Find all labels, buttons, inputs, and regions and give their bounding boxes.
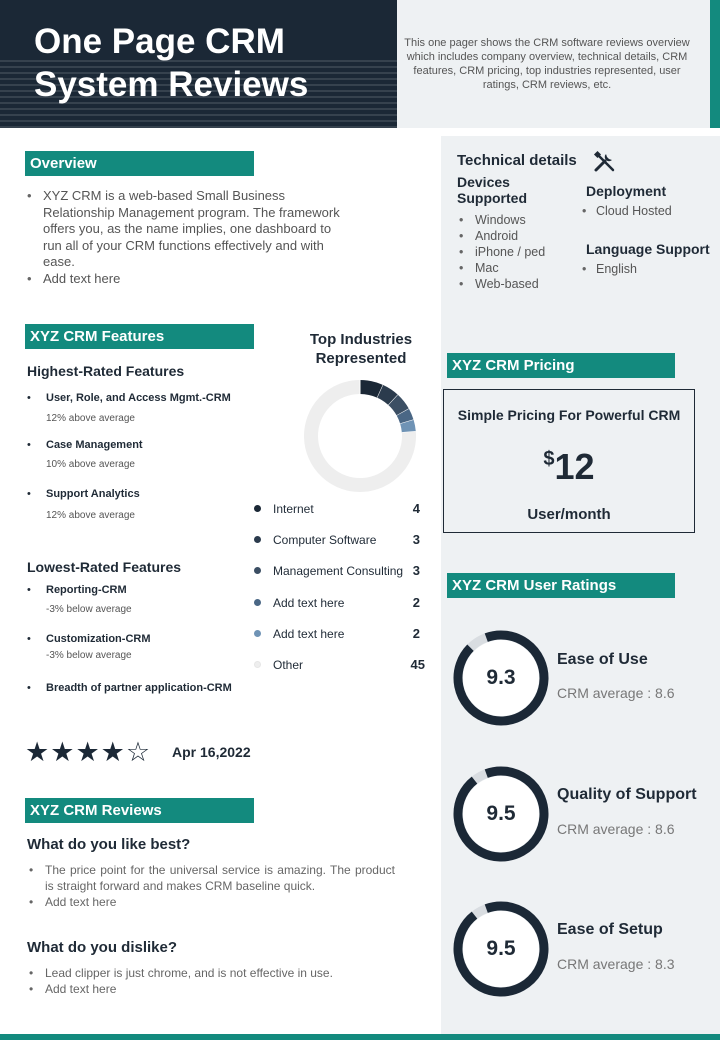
dislike-item: • Lead clipper is just chrome, and is not effective in use.: [27, 965, 395, 981]
donut-slice: [407, 422, 409, 432]
legend-swatch: [254, 505, 261, 512]
legend-item: [252, 562, 430, 580]
star-filled-icon: ★: [50, 737, 75, 767]
legend-value: 3: [412, 563, 420, 578]
pricing-value: 12: [554, 446, 595, 487]
rating-score: 9.3: [486, 666, 516, 689]
legend-label: Add text here: [273, 596, 345, 610]
legend-swatch: [254, 630, 261, 637]
like-item: • Add text here: [27, 894, 395, 910]
devices-heading: Devices Supported: [457, 174, 527, 206]
rating-item: [451, 899, 711, 999]
legend-item: [252, 531, 430, 549]
like-list: [27, 862, 395, 910]
legend-swatch: [254, 567, 261, 574]
feature-name: Support Analytics: [46, 488, 140, 500]
pricing-unit: User/month: [527, 506, 611, 523]
legend-value: 2: [412, 626, 420, 641]
rating-item: [451, 628, 711, 728]
legend-swatch: [254, 599, 261, 606]
star-filled-icon: ★: [25, 737, 50, 767]
legend-item: [252, 656, 430, 674]
feature-name: Breadth of partner application-CRM: [46, 682, 232, 694]
legend-value: 3: [412, 532, 420, 547]
footer-bar: [0, 1034, 720, 1040]
pricing-currency: $: [543, 448, 555, 470]
pricing-amount: [444, 446, 694, 488]
rating-score: 9.5: [486, 802, 516, 825]
industries-legend: [252, 500, 430, 680]
legend-label: Computer Software: [273, 533, 377, 547]
page-subtitle: This one pager shows the CRM software reviews overview which includes company overview, technical details, CRM features, CRM pricing, top industries represented, user ratings, CRM reviews, etc.: [404, 37, 690, 91]
rating-item: [451, 764, 711, 864]
rating-average: CRM average : 8.6: [557, 685, 675, 701]
device-item: • iPhone / ped: [457, 244, 545, 260]
rating-average: CRM average : 8.6: [557, 821, 675, 837]
rating-score: 9.5: [486, 937, 516, 960]
overview-item: • XYZ CRM is a web-based Small Business Relationship Management program. The framework offers you, as the name implies, one dashboard to run all of your CRM functions effectively and with ease.: [25, 188, 343, 271]
donut-slice: [380, 391, 393, 400]
feature-name: User, Role, and Access Mgmt.-CRM: [46, 392, 231, 404]
rating-name: Ease of Use: [557, 651, 648, 668]
page-title: One Page CRM System Reviews: [34, 22, 309, 104]
industries-donut-chart: [304, 380, 416, 492]
star-rating: [25, 739, 151, 765]
header-accent-bar: [710, 0, 720, 128]
features-heading: XYZ CRM Features: [25, 324, 254, 349]
legend-label: Internet: [273, 502, 314, 516]
star-filled-icon: ★: [75, 737, 100, 767]
donut-slice: [360, 387, 380, 391]
device-item: • Mac: [457, 260, 545, 276]
legend-swatch: [254, 536, 261, 543]
device-item: • Android: [457, 228, 545, 244]
legend-label: Add text here: [273, 627, 345, 641]
legend-item: [252, 625, 430, 643]
devices-list: [457, 212, 545, 292]
feature-note: -3% below average: [46, 604, 132, 615]
dislike-item: • Add text here: [27, 981, 395, 997]
legend-label: Other: [273, 658, 304, 672]
legend-value: 2: [412, 595, 420, 610]
legend-label: Management Consulting: [273, 564, 404, 578]
language-item: • English: [580, 261, 637, 277]
pricing-heading: XYZ CRM Pricing: [447, 353, 675, 378]
language-heading: Language Support: [586, 241, 710, 257]
legend-value: 4: [412, 501, 420, 516]
device-item: • Web-based: [457, 276, 545, 292]
technical-heading: Technical details: [457, 152, 577, 169]
review-date: Apr 16,2022: [172, 744, 251, 760]
dislike-heading: What do you dislike?: [27, 939, 178, 956]
reviews-heading: XYZ CRM Reviews: [25, 798, 254, 823]
feature-note: 12% above average: [46, 413, 135, 424]
like-heading: What do you like best?: [27, 836, 191, 853]
feature-name: Customization-CRM: [46, 633, 151, 645]
feature-note: -3% below average: [46, 650, 132, 661]
rating-average: CRM average : 8.3: [557, 956, 675, 972]
feature-name: Case Management: [46, 439, 143, 451]
legend-item: [252, 500, 430, 518]
feature-note: 10% above average: [46, 459, 135, 470]
dislike-list: [27, 965, 395, 997]
donut-slice: [393, 400, 403, 412]
like-item: • The price point for the universal service is amazing. The product is straight forward and makes CRM baseline quick.: [27, 862, 395, 894]
rating-name: Quality of Support: [557, 786, 697, 803]
legend-item: [252, 594, 430, 612]
donut-slice: [403, 412, 407, 422]
user-ratings-heading: XYZ CRM User Ratings: [447, 573, 675, 598]
tools-icon: [593, 150, 617, 174]
pricing-tagline: Simple Pricing For Powerful CRM: [457, 407, 681, 423]
feature-name: Reporting-CRM: [46, 584, 127, 596]
highest-rated-heading: Highest-Rated Features: [27, 363, 185, 379]
legend-swatch: [254, 661, 261, 668]
star-filled-icon: ★: [100, 737, 125, 767]
overview-heading: Overview: [25, 151, 254, 176]
rating-name: Ease of Setup: [557, 921, 663, 938]
chart-title: Top Industries Represented: [309, 331, 413, 367]
deployment-heading: Deployment: [586, 183, 667, 199]
star-empty-icon: ☆: [125, 737, 151, 767]
pricing-card: [443, 389, 695, 533]
feature-note: 12% above average: [46, 510, 135, 521]
deployment-list: [580, 203, 672, 219]
device-item: • Windows: [457, 212, 545, 228]
legend-value: 45: [410, 657, 425, 672]
overview-item: • Add text here: [25, 271, 343, 288]
language-list: [580, 261, 637, 277]
deployment-item: • Cloud Hosted: [580, 203, 672, 219]
overview-list: [25, 188, 343, 287]
lowest-rated-heading: Lowest-Rated Features: [27, 559, 182, 575]
